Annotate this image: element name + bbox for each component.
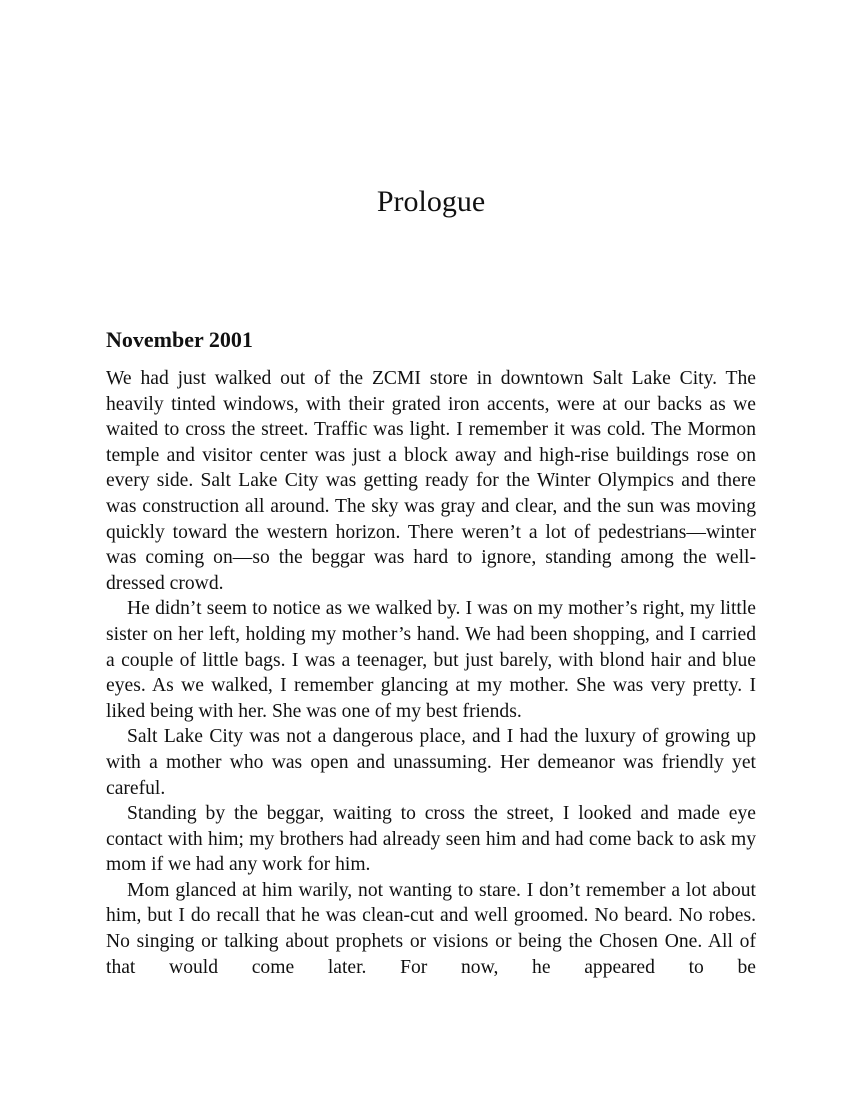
body-text <box>106 366 756 980</box>
paragraph: Standing by the beggar, waiting to cross the street, I looked and made eye contact with him; my brothers had already seen him and had come back to ask my mom if we had any work for him. <box>106 803 756 876</box>
paragraph: We had just walked out of the ZCMI store in downtown Salt Lake City. The heavily tinted windows, with their grated iron accents, were at our backs as we waited to cross the street. Traffic was light. I remember it was cold. The Mormon temple and visitor center was just a block away and high-rise buildings rose on every side. Salt Lake City was getting ready for the Winter Olympics and there was construction all around. The sky was gray and clear, and the sun was moving quickly toward the western horizon. There weren’t a lot of pedestrians—winter was coming on—so the beggar was hard to ignore, standing among the well-dressed crowd. <box>106 368 756 594</box>
paragraph: Mom glanced at him warily, not wanting to stare. I don’t remember a lot about him, but I do recall that he was clean-cut and well groomed. No beard. No robes. No singing or talking about prophets or visions or being the Chosen One. All of that would come later. For now, he appeared to be <box>106 879 756 978</box>
section-heading: November 2001 <box>106 327 253 352</box>
paragraph: Salt Lake City was not a dangerous place, and I had the luxury of growing up with a mother who was open and unassuming. Her demeanor was friendly yet careful. <box>106 726 756 799</box>
paragraph: He didn’t seem to notice as we walked by. I was on my mother’s right, my little sister on her left, holding my mother’s hand. We had been shopping, and I carried a couple of little bags. I was a teenager, but just barely, with blond hair and blue eyes. As we walked, I remember glancing at my mother. She was very pretty. I liked being with her. She was one of my best friends. <box>106 598 756 722</box>
chapter-title: Prologue <box>376 185 486 218</box>
